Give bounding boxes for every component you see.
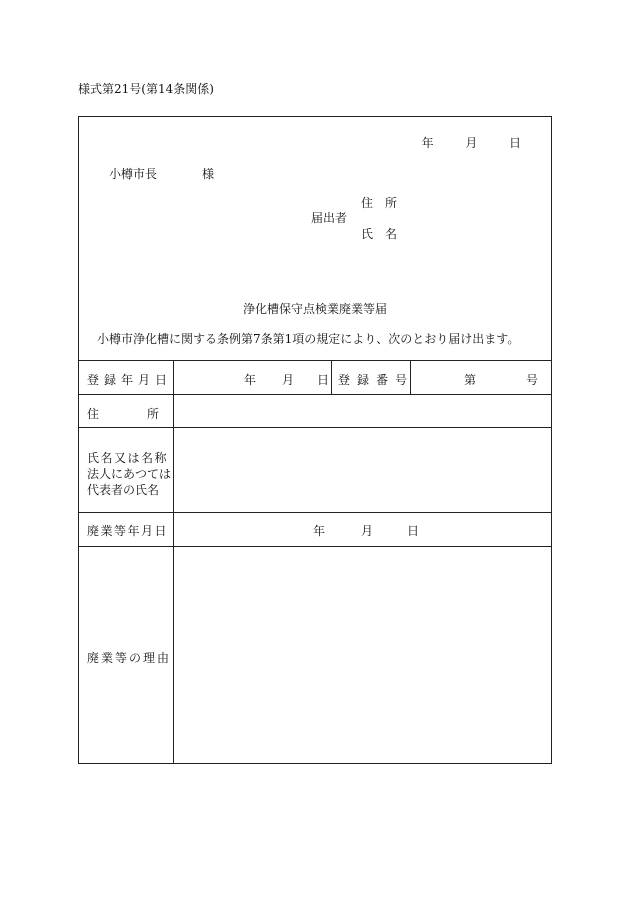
reason-label: 廃業等の理由 — [87, 651, 172, 665]
row-line-3 — [79, 512, 551, 513]
registration-date-label-char: 登 — [87, 373, 100, 387]
registration-date-label — [87, 371, 167, 388]
name-label-line1: 氏名又は名称 — [87, 451, 169, 465]
closure-date-month: 月 — [361, 524, 374, 538]
date-day: 日 — [508, 136, 521, 150]
date-month: 月 — [465, 136, 478, 150]
addressee: 小樽市長 — [109, 167, 158, 181]
intro-text: 小樽市浄化槽に関する条例第7条第1項の規定により、次のとおり届け出ます。 — [97, 332, 520, 346]
name-label-line2: 法人にあつては — [87, 467, 172, 481]
reporter-label: 届出者 — [311, 211, 348, 225]
closure-date-day: 日 — [407, 524, 420, 538]
registration-date-label-char: 月 — [137, 373, 150, 387]
address-label: 住 所 — [87, 407, 160, 421]
registration-date-month: 月 — [282, 373, 295, 387]
name-field[interactable] — [175, 429, 551, 511]
closure-date-year: 年 — [313, 524, 326, 538]
reporter-name-label: 氏 名 — [361, 227, 398, 241]
registration-number-suffix: 号 — [526, 373, 539, 387]
name-label-line3: 代表者の氏名 — [87, 483, 160, 497]
label-column-divider — [173, 360, 174, 764]
registration-date-label-char: 日 — [154, 373, 167, 387]
registration-date-year: 年 — [244, 373, 257, 387]
reg-date-divider — [331, 360, 332, 394]
table-top-line — [79, 360, 551, 361]
registration-number-prefix: 第 — [464, 373, 477, 387]
address-field[interactable] — [175, 396, 551, 426]
form-box — [78, 116, 552, 764]
submission-date[interactable] — [422, 134, 521, 151]
row-line-1 — [79, 394, 551, 395]
row-line-2 — [79, 427, 551, 428]
registration-date-label-char: 録 — [103, 373, 116, 387]
honorific: 様 — [202, 167, 215, 181]
row-line-4 — [79, 546, 551, 547]
reporter-address-label: 住 所 — [361, 196, 398, 210]
document-title: 浄化槽保守点検業廃業等届 — [242, 302, 387, 316]
reason-field[interactable] — [175, 548, 551, 762]
form-number: 様式第21号(第14条関係) — [78, 82, 214, 96]
registration-date-label-char: 年 — [120, 373, 133, 387]
registration-number-label: 登録番号 — [338, 373, 415, 387]
date-year: 年 — [421, 136, 434, 150]
registration-date-day: 日 — [317, 373, 330, 387]
closure-date-label: 廃業等年月日 — [87, 524, 169, 538]
